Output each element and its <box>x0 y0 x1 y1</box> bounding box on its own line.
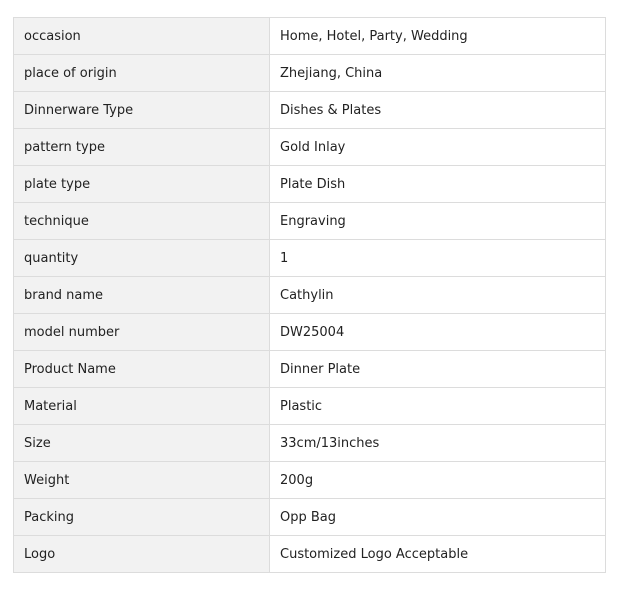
spec-value: 1 <box>270 240 606 277</box>
spec-label: Material <box>14 388 270 425</box>
table-row <box>14 314 606 351</box>
table-row <box>14 129 606 166</box>
spec-label: Packing <box>14 499 270 536</box>
table-row <box>14 536 606 573</box>
table-row <box>14 462 606 499</box>
spec-label: model number <box>14 314 270 351</box>
spec-value: Plate Dish <box>270 166 606 203</box>
table-row <box>14 203 606 240</box>
spec-value: DW25004 <box>270 314 606 351</box>
spec-value: Cathylin <box>270 277 606 314</box>
table-row <box>14 425 606 462</box>
table-row <box>14 18 606 55</box>
spec-value: Opp Bag <box>270 499 606 536</box>
spec-label: technique <box>14 203 270 240</box>
spec-label: Dinnerware Type <box>14 92 270 129</box>
spec-label: Size <box>14 425 270 462</box>
spec-label: quantity <box>14 240 270 277</box>
table-row <box>14 55 606 92</box>
table-row <box>14 351 606 388</box>
table-row <box>14 499 606 536</box>
spec-label: Product Name <box>14 351 270 388</box>
spec-value: Dinner Plate <box>270 351 606 388</box>
spec-value: Plastic <box>270 388 606 425</box>
spec-value: Home, Hotel, Party, Wedding <box>270 18 606 55</box>
spec-label: place of origin <box>14 55 270 92</box>
spec-value: Gold Inlay <box>270 129 606 166</box>
table-row <box>14 166 606 203</box>
table-row <box>14 240 606 277</box>
spec-value: Customized Logo Acceptable <box>270 536 606 573</box>
table-row <box>14 388 606 425</box>
spec-label: pattern type <box>14 129 270 166</box>
spec-label: plate type <box>14 166 270 203</box>
table-row <box>14 92 606 129</box>
spec-value: Zhejiang, China <box>270 55 606 92</box>
spec-value: 200g <box>270 462 606 499</box>
spec-value: Engraving <box>270 203 606 240</box>
spec-label: occasion <box>14 18 270 55</box>
spec-value: 33cm/13inches <box>270 425 606 462</box>
table-row <box>14 277 606 314</box>
spec-value: Dishes & Plates <box>270 92 606 129</box>
product-spec-table <box>13 17 606 573</box>
spec-label: Logo <box>14 536 270 573</box>
spec-label: brand name <box>14 277 270 314</box>
spec-label: Weight <box>14 462 270 499</box>
